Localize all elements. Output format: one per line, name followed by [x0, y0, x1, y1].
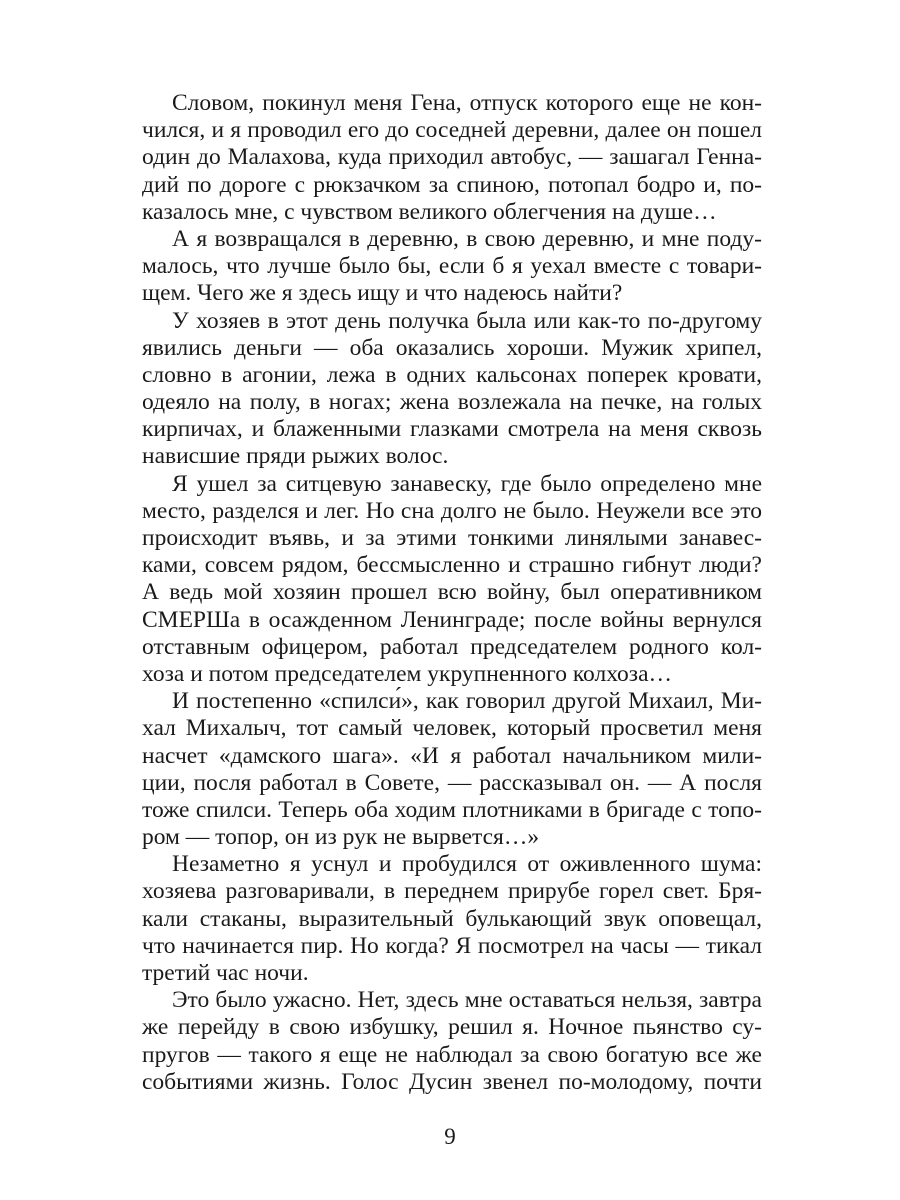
paragraph [142, 851, 762, 987]
text-line: чился, и я проводил его до соседней деревни, далее он пошел [142, 117, 762, 144]
page-number: 9 [444, 1124, 456, 1149]
page-body-text [142, 90, 762, 1096]
text-line: А ведь мой хозяин прошел всю войну, был оперативником [142, 579, 762, 606]
text-line: А я возвращался в деревню, в свою деревню, и мне поду- [172, 225, 762, 252]
text-line: что начинается пир. Но когда? Я посмотрел на часы — тикал [142, 932, 762, 959]
text-line: отставным офицером, работал председателем родного кол- [142, 633, 762, 660]
paragraph [142, 308, 762, 471]
text-line: словно в агонии, лежа в одних кальсонах поперек кровати, [142, 361, 762, 388]
text-line: хозяева разговаривали, в переднем прирубе горел свет. Бря- [142, 878, 762, 905]
text-line: СМЕРШа в осажденном Ленинграде; после войны вернулся [142, 606, 762, 633]
text-line: И постепенно «спилси́», как говорил другой Михаил, Ми- [172, 688, 762, 715]
text-line: же перейду в свою избушку, решил я. Ночное пьянство су- [142, 1014, 762, 1041]
text-line: кирпичах, и блаженными глазками смотрела на меня сквозь [142, 416, 762, 443]
text-line: событиями жизнь. Голос Дусин звенел по-молодому, почти [142, 1068, 762, 1095]
text-line: хоза и потом председателем укрупненного колхоза… [142, 660, 673, 687]
text-line: дий по дороге с рюкзачком за спиною, потопал бодро и, по- [142, 171, 762, 198]
text-line: происходит въявь, и за этими тонкими линялыми занавес- [142, 525, 762, 551]
paragraph [142, 90, 762, 226]
text-line: Это было ужасно. Нет, здесь мне оставаться нельзя, завтра [172, 987, 762, 1014]
text-line: явились деньги — оба оказались хороши. Мужик хрипел, [142, 334, 762, 361]
text-line: малось, что лучше было бы, если б я уехал вместе с товари- [142, 253, 762, 280]
text-line: кали стаканы, выразительный булькающий звук оповещал, [142, 905, 762, 932]
text-line: тоже спилси. Теперь оба ходим плотниками в бригаде с топо- [142, 796, 762, 823]
text-line: ром — топор, он из рук не вырвется…» [142, 824, 540, 851]
text-line: один до Малахова, куда приходил автобус, — зашагал Генна- [142, 144, 762, 171]
paragraph [142, 226, 762, 308]
text-line: У хозяев в этот день получка была или как-то по-другому [172, 307, 762, 334]
text-line: пругов — такого я еще не наблюдал за свою богатую все же [142, 1041, 762, 1068]
text-line: ками, совсем рядом, бессмысленно и страшно гибнут люди? [142, 552, 762, 579]
text-line: нависшие пряди рыжих волос. [142, 443, 449, 470]
text-line: Незаметно я уснул и пробудился от оживленного шума: [172, 851, 762, 878]
text-line: Я ушел за ситцевую занавеску, где было определено мне [172, 470, 762, 497]
text-line: ции, посля работал в Совете, — рассказывал он. — А посля [142, 769, 762, 796]
text-line: насчет «дамского шага». «И я работал начальником мили- [142, 742, 762, 769]
text-line: хал Михалыч, тот самый человек, который просветил меня [142, 715, 762, 742]
paragraph [142, 987, 762, 1096]
paragraph [142, 688, 762, 851]
text-line: место, разделся и лег. Но сна долго не было. Неужели все это [142, 497, 762, 524]
text-line: третий час ночи. [142, 960, 309, 986]
text-line: одеяло на полу, в ногах; жена возлежала на печке, на голых [142, 389, 762, 416]
paragraph [142, 471, 762, 689]
text-line: Словом, покинул меня Гена, отпуск которого еще не кон- [172, 90, 762, 116]
text-line: казалось мне, с чувством великого облегчения на душе… [142, 198, 717, 225]
text-line: щем. Чего же я здесь ищу и что надеюсь найти? [142, 280, 623, 307]
